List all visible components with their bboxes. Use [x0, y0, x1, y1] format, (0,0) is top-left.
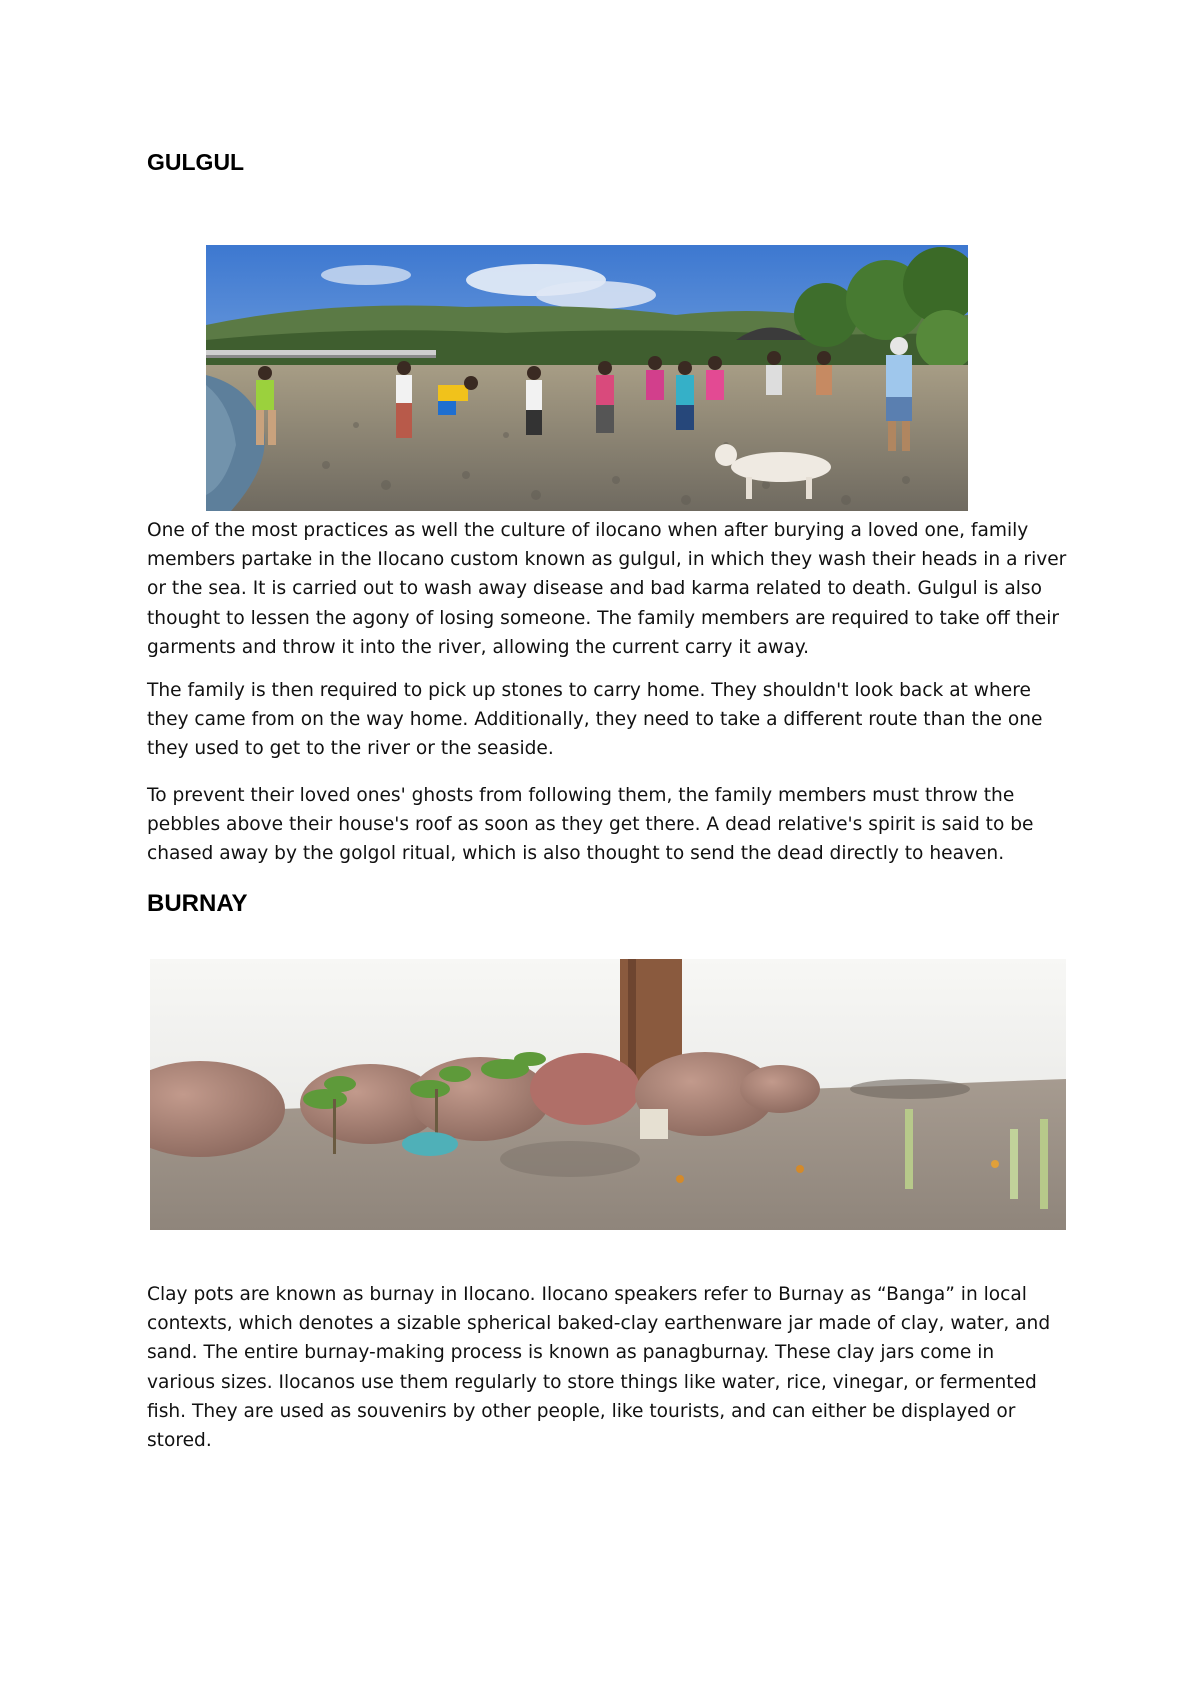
gulgul-paragraph-3: To prevent their loved ones' ghosts from following them, the family members must throw the pebbles above their house's roof as soon as they get there. A dead relative's spirit is said to be chased away by the golgol ritual, which is also thought to send the dead directly to heaven.	[147, 785, 1034, 865]
burnay-photo-drawing	[150, 959, 1066, 1230]
burnay-paragraph-1: Clay pots are known as burnay in Ilocano. Ilocano speakers refer to Burnay as “Banga” in local contexts, which denotes a sizable spherical baked-clay earthenware jar made of clay, water, and sand. The entire burnay-making process is known as panagburnay. These clay jars come in various sizes. Ilocanos use them regularly to store things like water, rice, vinegar, or fermented fish. They are used as souvenirs by other people, like tourists, and can either be displayed or stored.	[147, 1284, 1051, 1452]
gulgul-river-photo	[206, 245, 968, 511]
burnay-jars-photo	[150, 959, 1066, 1230]
gulgul-paragraph-2: The family is then required to pick up stones to carry home. They shouldn't look back at where they came from on the way home. Additionally, they need to take a different route than the one they used to get to the river or the seaside.	[147, 680, 1043, 760]
gulgul-paragraph-1: One of the most practices as well the culture of ilocano when after burying a loved one, family members partake in the Ilocano custom known as gulgul, in which they wash their heads in a river or the sea. It is carried out to wash away disease and bad karma related to death. Gulgul is also thought to lessen the agony of losing someone. The family members are required to take off their garments and throw it into the river, allowing the current carry it away.	[147, 520, 1067, 658]
section-heading-burnay: BURNAY	[147, 890, 248, 917]
section-heading-gulgul: GULGUL	[147, 149, 245, 175]
gulgul-photo-drawing	[206, 245, 968, 511]
